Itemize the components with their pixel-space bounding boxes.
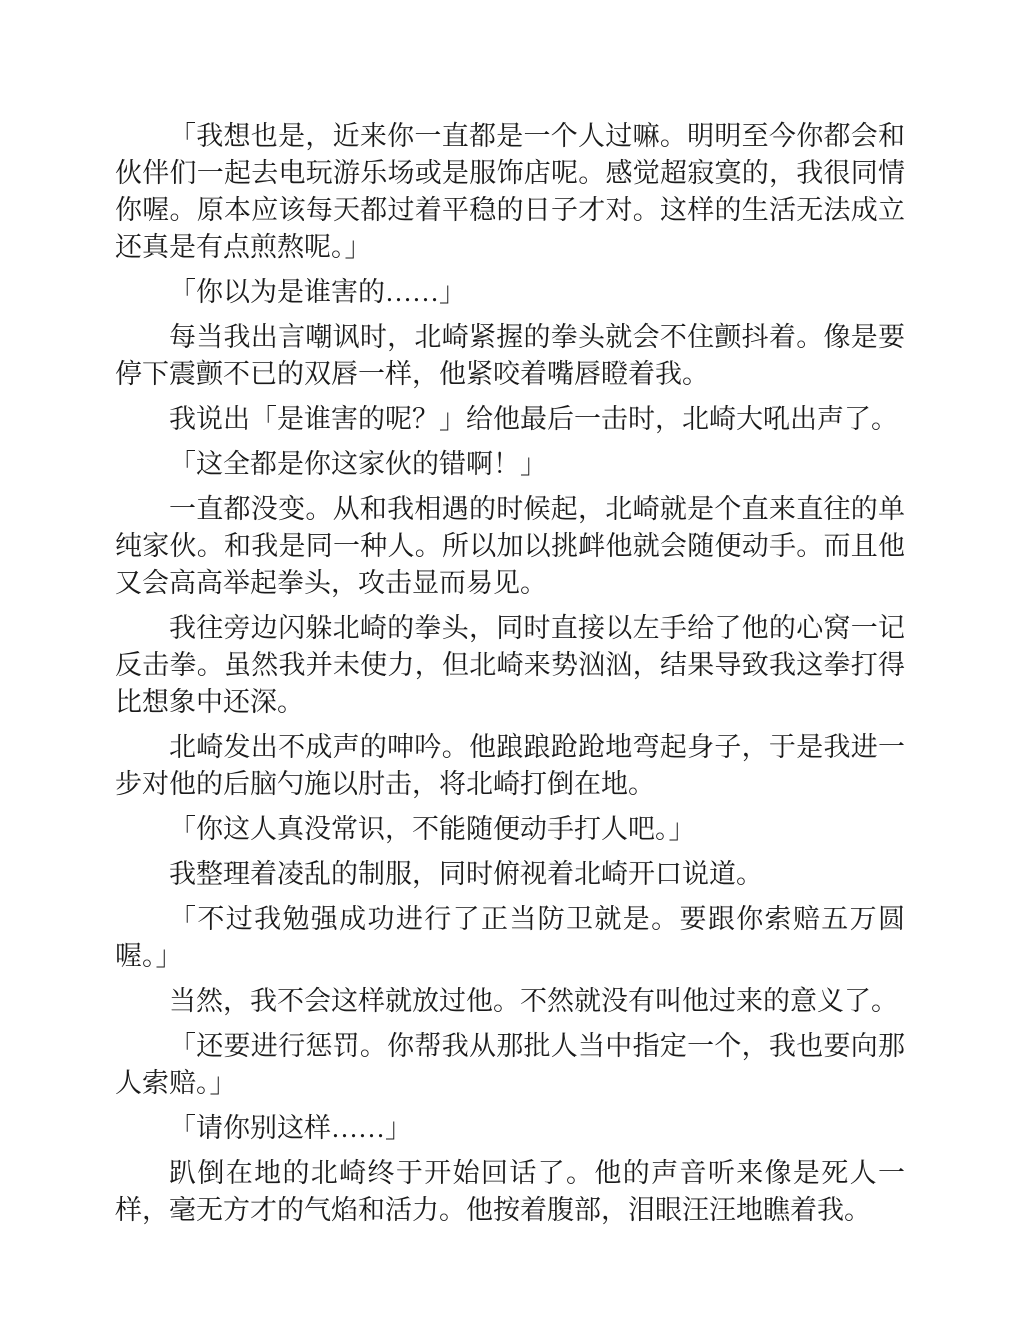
paragraph-narration-5: 北崎发出不成声的呻吟。他踉踉跄跄地弯起身子，于是我进一步对他的后脑勺施以肘击，将北崎打倒在地。 [115,732,905,799]
paragraph-narration-1: 每当我出言嘲讽时，北崎紧握的拳头就会不住颤抖着。像是要停下震颤不已的双唇一样，他紧咬着嘴唇瞪着我。 [115,322,905,389]
paragraph-dialogue-4: 「你这人真没常识，不能随便动手打人吧。」 [169,814,696,844]
paragraph-dialogue-1: 「我想也是，近来你一直都是一个人过嘛。明明至今你都会和伙伴们一起去电玩游乐场或是服饰店呢。感觉超寂寞的，我很同情你喔。原本应该每天都过着平稳的日子才对。这样的生活无法成立还真是有点煎熬呢。」 [115,121,905,262]
paragraph-narration-8: 趴倒在地的北崎终于开始回话了。他的声音听来像是死人一样，毫无方才的气焰和活力。他按着腹部，泪眼汪汪地瞧着我。 [115,1158,905,1225]
paragraph-dialogue-5: 「不过我勉强成功进行了正当防卫就是。要跟你索赔五万圆喔。」 [115,904,905,971]
paragraph-narration-3: 一直都没变。从和我相遇的时候起，北崎就是个直来直往的单纯家伙。和我是同一种人。所以加以挑衅他就会随便动手。而且他又会高高举起拳头，攻击显而易见。 [115,494,905,598]
paragraph-dialogue-2: 「你以为是谁害的……」 [169,277,466,307]
paragraph-dialogue-3: 「这全都是你这家伙的错啊！」 [169,449,547,479]
text-block [115,118,905,1237]
paragraph-narration-6: 我整理着凌乱的制服，同时俯视着北崎开口说道。 [169,859,763,889]
paragraph-narration-4: 我往旁边闪躲北崎的拳头，同时直接以左手给了他的心窝一记反击拳。虽然我并未使力，但北崎来势汹汹，结果导致我这拳打得比想象中还深。 [115,613,905,717]
paragraph-dialogue-6: 「还要进行惩罚。你帮我从那批人当中指定一个，我也要向那人索赔。」 [115,1031,905,1098]
paragraph-dialogue-7: 「请你别这样……」 [169,1113,412,1143]
paragraph-narration-7: 当然，我不会这样就放过他。不然就没有叫他过来的意义了。 [169,986,898,1016]
paragraph-narration-2: 我说出「是谁害的呢？」给他最后一击时，北崎大吼出声了。 [169,404,898,434]
